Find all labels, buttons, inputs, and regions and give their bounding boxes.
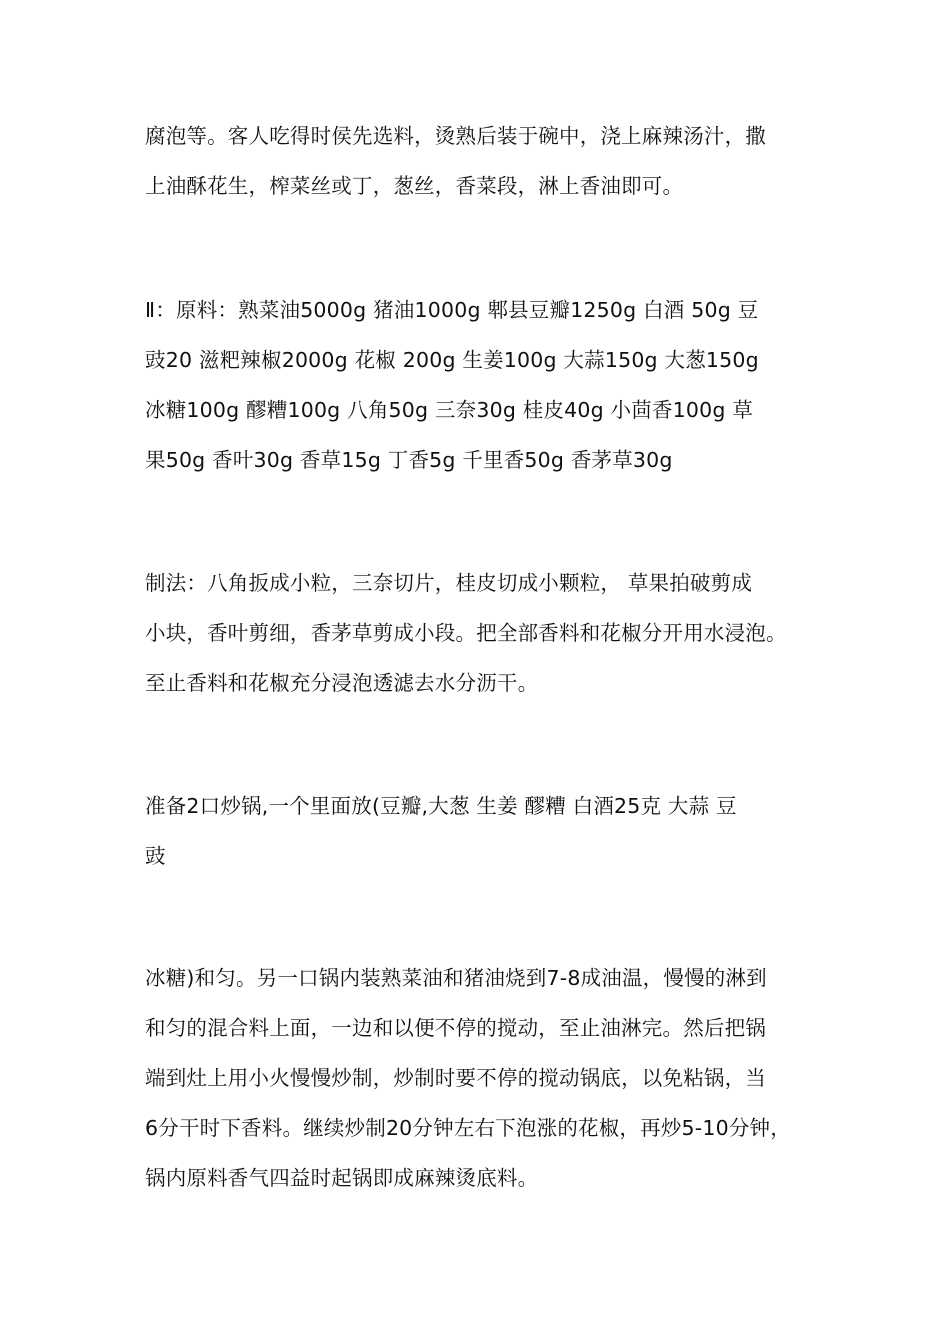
paragraph-frying [145,953,810,1203]
text-line: 端到灶上用小火慢慢炒制，炒制时要不停的搅动锅底，以免粘锅，当 [145,1066,766,1090]
paragraph-serving [145,111,810,211]
paragraph-ingredients [145,285,810,485]
text-line: 腐泡等。客人吃得时侯先选料，烫熟后装于碗中，浇上麻辣汤汁，撒 [145,124,766,148]
text-line: 冰糖)和匀。另一口锅内装熟菜油和猪油烧到7-8成油温，慢慢的淋到 [145,966,767,990]
paragraph-method [145,558,810,708]
text-line: 小块，香叶剪细，香茅草剪成小段。把全部香料和花椒分开用水浸泡。 [145,621,787,645]
text-line: 和匀的混合料上面，一边和以便不停的搅动，至止油淋完。然后把锅 [145,1016,766,1040]
text-line: 豉 [145,844,166,868]
text-line: 豉20 滋粑辣椒2000g 花椒 200g 生姜100g 大蒜150g 大葱150g [145,348,759,372]
text-line: 锅内原料香气四益时起锅即成麻辣烫底料。 [145,1166,539,1190]
text-line: 上油酥花生，榨菜丝或丁，葱丝，香菜段，淋上香油即可。 [145,174,684,198]
text-line: 至止香料和花椒充分浸泡透滤去水分沥干。 [145,671,539,695]
text-line: 冰糖100g 醪糟100g 八角50g 三奈30g 桂皮40g 小茴香100g 草 [145,398,754,422]
text-line: 果50g 香叶30g 香草15g 丁香5g 千里香50g 香茅草30g [145,448,673,472]
text-line: Ⅱ：原料：熟菜油5000g 猪油1000g 郫县豆瓣1250g 白酒 50g 豆 [145,298,759,322]
text-line: 准备2口炒锅,一个里面放(豆瓣,大葱 生姜 醪糟 白酒25克 大蒜 豆 [145,794,737,818]
paragraph-preparation [145,781,810,881]
text-line: 6分干时下香料。继续炒制20分钟左右下泡涨的花椒，再炒5-10分钟， [145,1116,791,1140]
text-line: 制法：八角扳成小粒，三奈切片，桂皮切成小颗粒， 草果拍破剪成 [145,571,753,595]
